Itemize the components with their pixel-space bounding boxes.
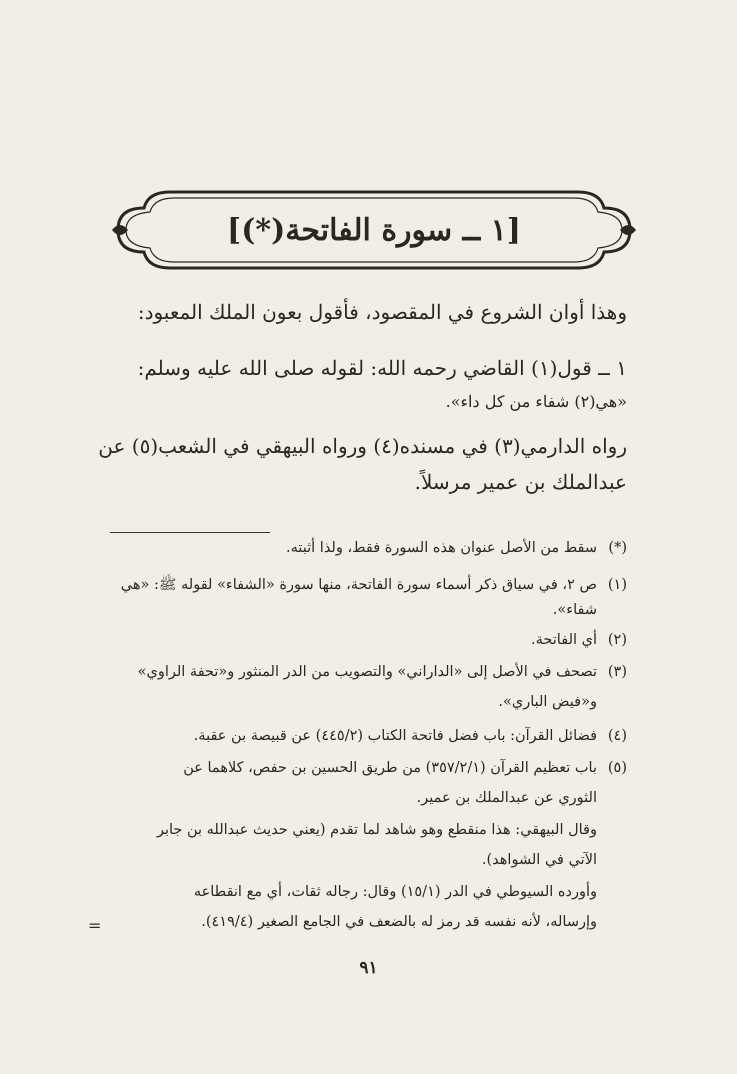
body-line-2: ١ ــ قول(١) القاضي رحمه الله: لقوله صلى الله عليه وسلم: bbox=[137, 356, 627, 380]
note-line-1: وقال البيهقي: هذا منقطع وهو شاهد لما تقدم (يعني حديث عبدالله بن جابر bbox=[156, 822, 597, 838]
footnote-text: ص ٢، في سياق ذكر أسماء سورة الفاتحة، منها سورة «الشفاء» لقوله ﷺ: «هي bbox=[120, 577, 597, 593]
footnote-3-cont: و«فيض الباري». bbox=[498, 694, 597, 710]
note-line-3: وأورده السيوطي في الدر (١٥/١) وقال: رجاله ثقات، أي مع انقطاعه bbox=[193, 884, 597, 900]
page-number: ٩١ bbox=[359, 958, 378, 978]
footnote-marker: (٤) bbox=[607, 728, 627, 744]
body-line-4: رواه الدارمي(٣) في مسنده(٤) ورواه البيهقي في الشعب(٥) عن bbox=[98, 434, 627, 458]
footnote-marker: (٣) bbox=[607, 664, 627, 680]
footnote-1 bbox=[107, 576, 627, 597]
footnote-marker: (٥) bbox=[607, 760, 627, 776]
footnote-text: باب تعظيم القرآن (٣٥٧/٢/١) من طريق الحسين بن حفص، كلاهما عن bbox=[183, 760, 597, 776]
footnote-marker: (*) bbox=[608, 540, 627, 556]
footnote-text: تصحف في الأصل إلى «الداراني» والتصويب من الدر المنثور و«تحفة الراوي» bbox=[137, 664, 597, 680]
footnote-2 bbox=[107, 632, 627, 648]
chapter-title-frame bbox=[110, 186, 638, 274]
body-line-5: عبدالملك بن عمير مرسلاً. bbox=[414, 470, 627, 494]
footnote-5-cont: الثوري عن عبدالملك بن عمير. bbox=[416, 790, 597, 806]
footnote-marker: (٢) bbox=[607, 632, 627, 648]
margin-mark: = bbox=[88, 916, 102, 935]
note-line-4: وإرساله، لأنه نفسه قد رمز له بالضعف في الجامع الصغير (٤١٩/٤). bbox=[201, 914, 597, 930]
footnote-text: أي الفاتحة. bbox=[531, 632, 597, 648]
note-line-2: الآتي في الشواهد). bbox=[481, 852, 597, 868]
footnote-1-cont: شفاء». bbox=[552, 602, 597, 618]
footnote-text: فضائل القرآن: باب فضل فاتحة الكتاب (٤٤٥/٢) عن قبيصة بن عقبة. bbox=[193, 728, 597, 744]
footnote-separator bbox=[110, 532, 270, 533]
chapter-title: [١ ــ سورة الفاتحة(*)] bbox=[227, 212, 521, 248]
footnote-text: سقط من الأصل عنوان هذه السورة فقط، ولذا أثبته. bbox=[285, 540, 597, 556]
body-line-3: «هي(٢) شفاء من كل داء». bbox=[445, 392, 627, 411]
footnote-3 bbox=[107, 664, 627, 680]
footnote-marker: (١) bbox=[607, 577, 627, 593]
footnote-5 bbox=[107, 760, 627, 776]
footnote-4 bbox=[107, 728, 627, 744]
footnote-star bbox=[107, 540, 627, 556]
body-line-1: وهذا أوان الشروع في المقصود، فأقول بعون الملك المعبود: bbox=[137, 300, 627, 324]
